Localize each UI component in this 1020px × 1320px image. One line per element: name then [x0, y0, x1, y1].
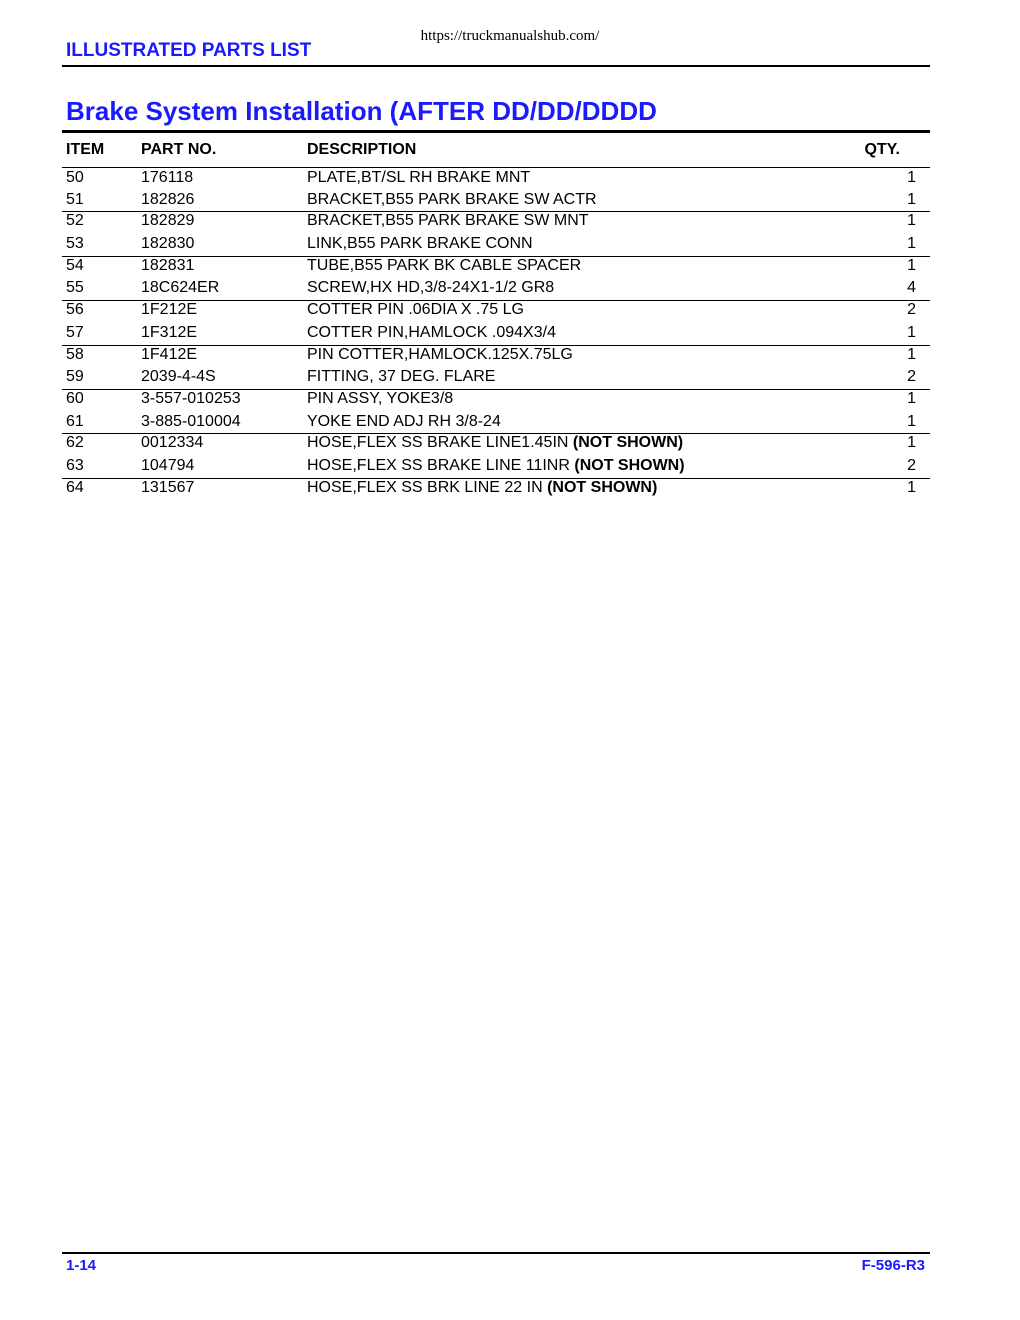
table-row — [62, 323, 930, 345]
quantity: 1 — [907, 345, 916, 363]
item-number: 64 — [66, 478, 84, 496]
part-number: 3-885-010004 — [141, 412, 241, 430]
table-row — [62, 345, 930, 368]
part-number: 1F412E — [141, 345, 198, 363]
table-row — [62, 300, 930, 323]
table-body — [62, 168, 930, 500]
table-row — [62, 389, 930, 412]
document-id: F-596-R3 — [861, 1257, 925, 1274]
description-text: PLATE,BT/SL RH BRAKE MNT — [307, 169, 531, 186]
item-number: 56 — [66, 301, 84, 319]
page-number: 1-14 — [66, 1257, 97, 1274]
quantity: 1 — [907, 389, 916, 407]
quantity: 2 — [907, 456, 916, 474]
item-number: 51 — [66, 190, 84, 208]
table-row — [62, 234, 930, 256]
description-text: HOSE,FLEX SS BRAKE LINE1.45IN — [307, 434, 573, 452]
item-number: 63 — [66, 456, 84, 474]
description-cell — [307, 324, 556, 342]
description-text: PIN ASSY, YOKE3/8 — [307, 389, 454, 407]
quantity: 1 — [907, 212, 916, 230]
item-number: 60 — [66, 389, 84, 407]
description-cell — [307, 169, 530, 187]
quantity: 2 — [907, 368, 916, 386]
parts-table — [62, 130, 930, 500]
description-text: HOSE,FLEX SS BRAKE LINE 11INR — [307, 456, 575, 474]
table-row — [62, 278, 930, 300]
description-cell — [307, 212, 589, 230]
description-cell — [307, 301, 524, 319]
part-number: 18C624ER — [141, 279, 220, 297]
source-url: https://truckmanualshub.com/ — [420, 28, 600, 44]
table-row — [62, 367, 930, 389]
description-cell — [307, 434, 683, 452]
quantity: 1 — [907, 412, 916, 430]
description-text: SCREW,HX HD,3/8-24X1-1/2 GR8 — [307, 279, 555, 297]
item-number: 54 — [66, 256, 84, 274]
page-title: Brake System Installation (AFTER DD/DD/DDDD — [66, 96, 657, 126]
description-text: YOKE END ADJ RH 3/8-24 — [307, 412, 501, 430]
description-cell — [307, 413, 501, 431]
header-divider — [62, 65, 930, 67]
part-number: 1F212E — [141, 301, 198, 319]
table-row — [62, 478, 930, 501]
table-header — [62, 133, 930, 168]
part-number: 1F312E — [141, 323, 198, 341]
description-text: PIN COTTER,HAMLOCK.125X.75LG — [307, 345, 573, 363]
description-cell — [307, 479, 657, 497]
table-row — [62, 412, 930, 434]
description-cell — [307, 279, 554, 297]
item-number: 53 — [66, 235, 84, 253]
part-number: 182829 — [141, 212, 195, 230]
description-text: TUBE,B55 PARK BK CABLE SPACER — [307, 256, 582, 274]
item-number: 59 — [66, 368, 84, 386]
quantity: 1 — [907, 190, 916, 208]
table-row — [62, 211, 930, 234]
item-number: 55 — [66, 279, 84, 297]
description-cell — [307, 235, 533, 253]
item-number: 62 — [66, 434, 84, 452]
part-number: 2039-4-4S — [141, 368, 216, 386]
table-row — [62, 168, 930, 190]
part-number: 104794 — [141, 456, 195, 474]
item-number: 57 — [66, 323, 84, 341]
column-header-item: ITEM — [66, 141, 105, 158]
quantity: 1 — [907, 235, 916, 253]
not-shown-note: (NOT SHOWN) — [547, 478, 658, 496]
quantity: 2 — [907, 301, 916, 319]
part-number: 0012334 — [141, 434, 204, 452]
item-number: 61 — [66, 412, 84, 430]
table-row — [62, 256, 930, 279]
part-number: 182826 — [141, 190, 195, 208]
quantity: 1 — [907, 434, 916, 452]
column-header-qty: QTY. — [864, 141, 900, 158]
part-number: 3-557-010253 — [141, 389, 241, 407]
quantity: 1 — [907, 256, 916, 274]
description-cell — [307, 368, 495, 386]
part-number: 182830 — [141, 235, 195, 253]
description-text: BRACKET,B55 PARK BRAKE SW ACTR — [307, 190, 597, 208]
not-shown-note: (NOT SHOWN) — [572, 434, 684, 452]
part-number: 176118 — [141, 169, 194, 186]
not-shown-note: (NOT SHOWN) — [574, 456, 685, 474]
quantity: 1 — [907, 323, 916, 341]
quantity: 1 — [907, 169, 916, 186]
description-cell — [307, 257, 581, 275]
description-text: FITTING, 37 DEG. FLARE — [307, 368, 496, 386]
item-number: 58 — [66, 345, 84, 363]
column-header-description: DESCRIPTION — [307, 141, 417, 158]
footer-divider — [62, 1252, 930, 1254]
column-header-part-no: PART NO. — [141, 141, 217, 158]
description-text: COTTER PIN .06DIA X .75 LG — [307, 301, 524, 319]
description-cell — [307, 346, 573, 364]
quantity: 1 — [907, 478, 916, 496]
table-row — [62, 433, 930, 456]
part-number: 131567 — [141, 478, 195, 496]
table-row — [62, 456, 930, 478]
table-row — [62, 190, 930, 212]
description-text: LINK,B55 PARK BRAKE CONN — [307, 235, 533, 253]
description-text: COTTER PIN,HAMLOCK .094X3/4 — [307, 323, 556, 341]
description-text: BRACKET,B55 PARK BRAKE SW MNT — [307, 212, 589, 230]
description-cell — [307, 191, 597, 209]
part-number: 182831 — [141, 256, 195, 274]
quantity: 4 — [907, 279, 916, 297]
item-number: 50 — [66, 169, 84, 186]
description-cell — [307, 457, 685, 475]
description-text: HOSE,FLEX SS BRK LINE 22 IN — [307, 478, 548, 496]
section-title: ILLUSTRATED PARTS LIST — [66, 40, 312, 61]
description-cell — [307, 390, 453, 408]
item-number: 52 — [66, 212, 84, 230]
